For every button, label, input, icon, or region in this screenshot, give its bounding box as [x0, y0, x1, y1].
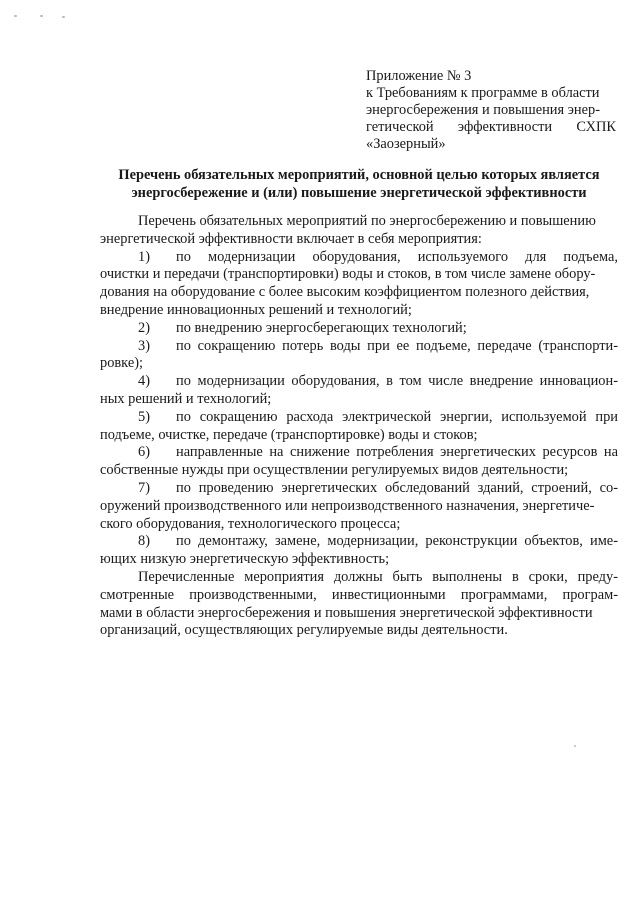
- appendix-line: Приложение № 3: [366, 68, 472, 84]
- appendix-line: гетической эффективности СХПК: [366, 119, 616, 135]
- appendix-header: [366, 68, 616, 153]
- body-line: по внедрению энергосберегающих технологий;: [176, 319, 467, 336]
- body-line: оружений производственного или непроизводственного назначения, энергетиче-: [100, 497, 595, 514]
- body-line: организаций, осуществляющих регулируемые виды деятельности.: [100, 622, 508, 639]
- body-line: направленные на снижение потребления энергетических ресурсов на: [176, 444, 618, 461]
- body-line: по проведению энергетических обследований зданий, строений, со-: [176, 479, 618, 496]
- body-line: собственные нужды при осуществлении регулируемых видов деятельности;: [100, 462, 569, 479]
- list-item: [100, 338, 618, 374]
- body-line: ского оборудования, технологического процесса;: [100, 515, 401, 532]
- list-number: 6): [138, 444, 150, 461]
- closing-paragraph: [100, 569, 618, 640]
- list-number: 1): [138, 248, 150, 265]
- body-line: по сокращению расхода электрической энергии, используемой при: [176, 408, 618, 425]
- appendix-line: к Требованиям к программе в области: [366, 85, 600, 101]
- body-line: смотренные производственными, инвестиционными программами, програм-: [100, 586, 618, 603]
- body-line: Перечисленные мероприятия должны быть выполнены в сроки, преду-: [138, 568, 618, 585]
- scan-speck: [14, 15, 17, 17]
- list-number: 4): [138, 373, 150, 390]
- document-title: [100, 166, 618, 202]
- list-number: 2): [138, 319, 150, 336]
- list-item: [100, 409, 618, 445]
- body-line: по сокращению потерь воды при ее подъеме, передаче (транспорти-: [176, 337, 618, 354]
- scan-speck: [574, 745, 576, 747]
- list-number: 7): [138, 479, 150, 496]
- body-line: подъеме, очистке, передаче (транспортировке) воды и стоков;: [100, 426, 478, 443]
- document-body: [100, 213, 618, 640]
- list-number: 3): [138, 337, 150, 354]
- title-line: энергосбережение и (или) повышение энергетической эффективности: [131, 185, 587, 201]
- list-item: [100, 480, 618, 533]
- body-line: ровке);: [100, 355, 143, 372]
- body-line: очистки и передачи (транспортировки) воды и стоков, в том числе замене обору-: [100, 266, 596, 283]
- body-line: по модернизации оборудования, используемого для подъема,: [176, 248, 618, 265]
- list-number: 8): [138, 533, 150, 550]
- body-line: внедрение инновационных решений и технологий;: [100, 301, 412, 318]
- appendix-line: «Заозерный»: [366, 136, 446, 152]
- scan-speck: [62, 16, 65, 18]
- list-item: [100, 249, 618, 320]
- list-item: [100, 444, 618, 480]
- body-line: дования на оборудование с более высоким коэффициентом полезного действия,: [100, 284, 590, 301]
- body-line: ющих низкую энергетическую эффективность;: [100, 551, 390, 568]
- appendix-line: энергосбережения и повышения энер-: [366, 102, 600, 118]
- scan-speck: [40, 15, 43, 17]
- body-line: Перечень обязательных мероприятий по энергосбережению и повышению: [138, 213, 596, 229]
- list-item: [100, 373, 618, 409]
- body-line: ных решений и технологий;: [100, 390, 272, 407]
- title-line: Перечень обязательных мероприятий, основной целью которых является: [118, 167, 600, 183]
- list-number: 5): [138, 408, 150, 425]
- body-line: по модернизации оборудования, в том числе внедрение инновацион-: [176, 373, 618, 390]
- body-line: энергетической эффективности включает в себя мероприятия:: [100, 230, 482, 247]
- list-item: [100, 320, 618, 338]
- body-line: по демонтажу, замене, модернизации, реконструкции объектов, име-: [176, 533, 618, 550]
- list-item: [100, 533, 618, 569]
- body-line: мами в области энергосбережения и повышения энергетической эффективности: [100, 604, 593, 621]
- intro-paragraph: [100, 213, 618, 249]
